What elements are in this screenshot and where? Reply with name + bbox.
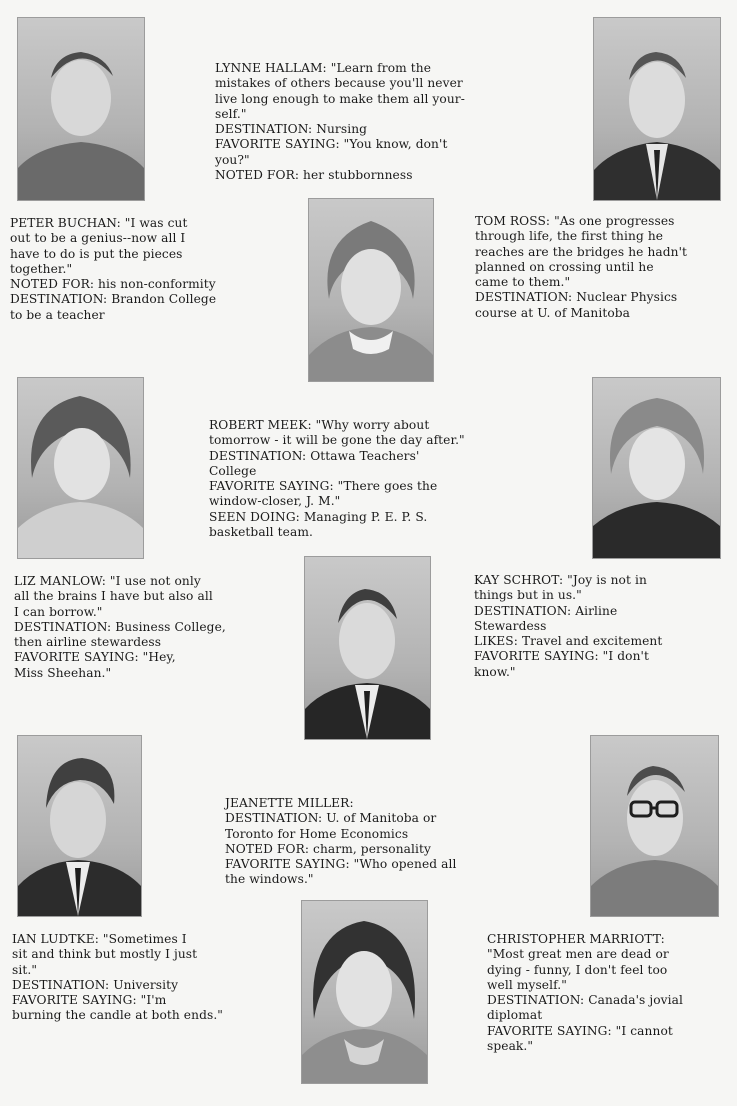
bio-line: NOTED FOR: her stubbornness	[215, 168, 413, 183]
bio-line: to be a teacher	[10, 307, 105, 322]
bio-line: FAVORITE SAYING: "I cannot	[487, 1023, 673, 1038]
bio-line: out to be a genius--now all I	[10, 231, 186, 246]
portrait-photo-tom-ross	[593, 17, 721, 201]
bio-line: through life, the first thing he	[475, 229, 664, 244]
bio-line: DESTINATION: Airline	[474, 603, 618, 618]
bio-line: TOM ROSS: "As one progresses	[475, 214, 675, 228]
bio-line: reaches are the bridges he hadn't	[475, 244, 688, 259]
bio-line: mistakes of others because you'll never	[215, 76, 463, 91]
bio-lynne-hallam	[215, 61, 465, 183]
bio-line: came to them."	[475, 275, 571, 290]
bio-line: College	[209, 463, 257, 478]
bio-line: things but in us."	[474, 588, 582, 603]
bio-line: DESTINATION: Nuclear Physics	[475, 290, 678, 305]
bio-christopher-marriott	[487, 932, 683, 1054]
bio-line: FAVORITE SAYING: "I don't	[474, 649, 649, 664]
portrait-photo-kay-schrot	[592, 377, 721, 559]
bio-line: all the brains I have but also all	[14, 589, 213, 604]
bio-line: tomorrow - it will be gone the day after."	[209, 433, 465, 448]
portrait-photo-robert-meek	[304, 556, 431, 740]
bio-line: CHRISTOPHER MARRIOTT:	[487, 932, 665, 946]
bio-line: LYNNE HALLAM: "Learn from the	[215, 61, 432, 75]
portrait-photo-ian-ludtke	[17, 735, 142, 917]
bio-robert-meek	[209, 418, 465, 540]
bio-peter-buchan	[10, 216, 216, 323]
bio-line: FAVORITE SAYING: "Hey,	[14, 650, 176, 665]
bio-line: course at U. of Manitoba	[475, 305, 631, 320]
bio-line: together."	[10, 261, 73, 276]
portrait-photo-lynne-hallam	[308, 198, 434, 382]
bio-line: SEEN DOING: Managing P. E. P. S.	[209, 509, 428, 524]
bio-line: NOTED FOR: his non-conformity	[10, 277, 216, 292]
bio-tom-ross	[475, 214, 687, 321]
bio-line: ROBERT MEEK: "Why worry about	[209, 418, 430, 432]
bio-ian-ludtke	[12, 932, 223, 1024]
bio-line: LIKES: Travel and excitement	[474, 634, 663, 649]
bio-line: DESTINATION: Ottawa Teachers'	[209, 448, 420, 463]
bio-line: FAVORITE SAYING: "Who opened all	[225, 857, 457, 872]
portrait-photo-peter-buchan	[17, 17, 145, 201]
bio-line: FAVORITE SAYING: "There goes the	[209, 479, 438, 494]
bio-line: self."	[215, 106, 247, 121]
bio-line: diplomat	[487, 1008, 543, 1023]
bio-line: sit and think but mostly I just	[12, 947, 198, 962]
bio-line: JEANETTE MILLER:	[225, 796, 354, 810]
bio-line: PETER BUCHAN: "I was cut	[10, 216, 188, 230]
bio-line: the windows."	[225, 872, 314, 887]
bio-line: DESTINATION: U. of Manitoba or	[225, 811, 437, 826]
portrait-photo-christopher-marriott	[590, 735, 719, 917]
bio-line: DESTINATION: University	[12, 977, 179, 992]
bio-line: FAVORITE SAYING: "You know, don't	[215, 137, 448, 152]
bio-line: then airline stewardess	[14, 635, 162, 650]
bio-line: DESTINATION: Business College,	[14, 619, 226, 634]
bio-line: dying - funny, I don't feel too	[487, 962, 668, 977]
bio-liz-manlow	[14, 574, 226, 681]
bio-line: DESTINATION: Canada's jovial	[487, 993, 684, 1008]
bio-line: you?"	[215, 152, 250, 167]
bio-line: speak."	[487, 1039, 534, 1054]
bio-line: know."	[474, 664, 516, 679]
bio-jeanette-miller	[225, 796, 457, 888]
bio-line: Stewardess	[474, 618, 547, 633]
bio-kay-schrot	[474, 573, 662, 680]
bio-line: FAVORITE SAYING: "I'm	[12, 993, 167, 1008]
bio-line: DESTINATION: Brandon College	[10, 292, 217, 307]
bio-line: DESTINATION: Nursing	[215, 122, 368, 137]
portrait-photo-jeanette-miller	[301, 900, 428, 1084]
bio-line: I can borrow."	[14, 604, 103, 619]
bio-line: Toronto for Home Economics	[225, 826, 409, 841]
bio-line: burning the candle at both ends."	[12, 1008, 224, 1023]
bio-line: Miss Sheehan."	[14, 665, 112, 680]
bio-line: LIZ MANLOW: "I use not only	[14, 574, 201, 588]
bio-line: IAN LUDTKE: "Sometimes I	[12, 932, 187, 946]
bio-line: planned on crossing until he	[475, 259, 654, 274]
bio-line: NOTED FOR: charm, personality	[225, 841, 432, 856]
portrait-photo-liz-manlow	[17, 377, 144, 559]
bio-line: have to do is put the pieces	[10, 246, 183, 261]
bio-line: window-closer, J. M."	[209, 494, 341, 509]
bio-line: basketball team.	[209, 525, 313, 540]
bio-line: well myself."	[487, 977, 567, 992]
bio-line: "Most great men are dead or	[487, 947, 669, 962]
bio-line: sit."	[12, 962, 38, 977]
bio-line: live long enough to make them all your-	[215, 91, 465, 106]
bio-line: KAY SCHROT: "Joy is not in	[474, 573, 647, 587]
